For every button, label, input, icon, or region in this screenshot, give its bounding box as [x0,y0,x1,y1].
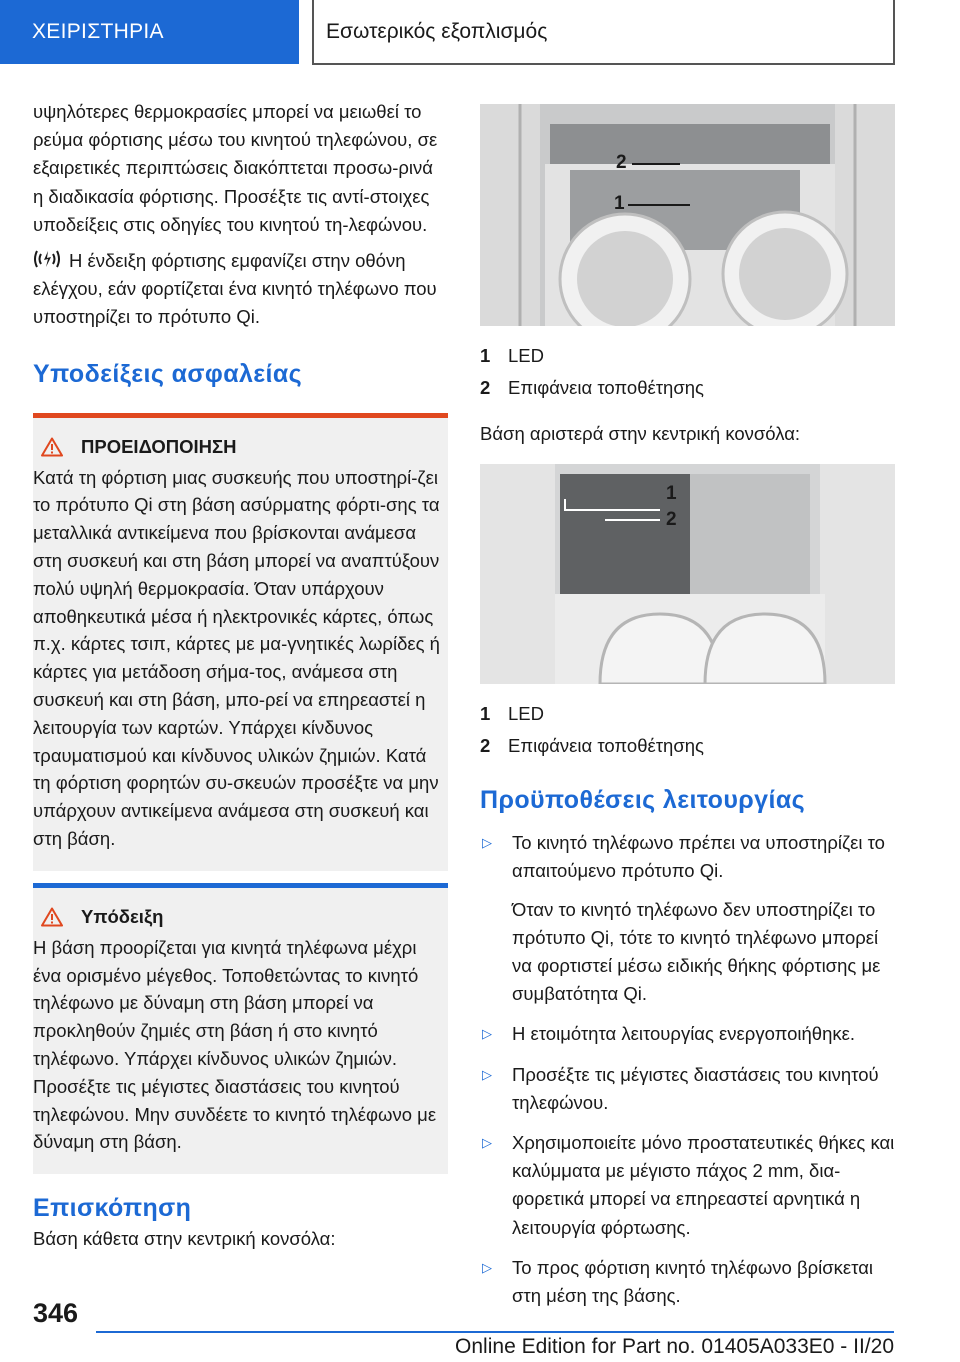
legend-label: LED [508,345,544,366]
chapter-title: Εσωτερικός εξοπλισμός [326,20,548,43]
header-divider [312,0,314,64]
legend-item [480,698,895,730]
list-item [480,1020,895,1048]
list-item [480,1061,895,1117]
qi-text: Η ένδειξη φόρτισης εμφανίζει στην οθόνη ελέγχου, εάν φορτίζεται ένα κινητό τηλέφωνο που υποστηρίζει το πρότυπο Qi. [33,250,437,328]
prereq-list [480,829,895,1310]
legend-1 [480,340,895,404]
legend-label: LED [508,703,544,725]
list-item [480,1254,895,1310]
legend-number: 1 [480,345,491,366]
photo1-label-2: 2 [616,152,627,173]
warning-header [33,436,448,458]
warning-title: ΠΡΟΕΙΔΟΠΟΙΗΣΗ [81,435,237,457]
photo2-label-2: 2 [666,509,677,531]
header-underline [312,63,895,65]
overview-caption: Βάση κάθετα στην κεντρική κονσόλα: [33,1228,336,1250]
qi-paragraph [33,247,448,332]
console-photo-vertical-drawing [480,104,895,326]
note-text: Η βάση προορίζεται για κινητά τηλέφωνα μέχρι ένα ορισμένο μέγεθος. Τοποθετώντας το κινητό τηλέφωνο με δύναμη στη βάση μπορεί να προκληθούν ζημιές στη βάση ή στο κινητό τηλέφωνο. Υπάρχει κίνδυνος υλικών ζημιών. Προσέξτε τις μέγιστες διαστάσεις του κινητού τηλεφώνου. Μην συνδέετε το κινητό τηλέφωνο με δύναμη στη βάση. [33,936,437,1153]
safety-heading: Υποδείξεις ασφαλείας [33,359,303,388]
page-number: 346 [33,1298,79,1328]
legend-number: 2 [480,377,491,398]
list-item-text: Η ετοιμότητα λειτουργίας ενεργοποιήθηκε. [512,1023,855,1045]
note-box [33,883,448,1174]
legend-label: Επιφάνεια τοποθέτησης [508,735,704,757]
legend-item [480,340,895,372]
console-photo-left-drawing [480,464,895,684]
legend-number: 2 [480,735,491,757]
list-item-text: Προσέξτε τις μέγιστες διαστάσεις του κινητού τηλεφώνου. [512,1063,879,1113]
list-item-text: Το κινητό τηλέφωνο πρέπει να υποστηρίζει το απαιτούμενο πρότυπο Qi. [512,832,885,882]
warning-text: Κατά τη φόρτιση μιας συσκευής που υποστηρί-ζει το πρότυπο Qi στη βάση ασύρματης φόρτι-σης τα μεταλλικά αντικείμενα που βρίσκονται ανάμεσα στη συσκευή και στη βάση μπορεί να αναπτύξουν πολύ υψηλή θερμοκρασία. Όταν υπάρχουν αποθηκευτικά μέσα ή ηλεκτρονικές κάρτες, όπως π.χ. κάρτες τσιπ, κάρτες με μα-γνητικές λωρίδες ή κάρτες για μετάδοση σήμα-τος, ανάμεσα στη συσκευή και στη βάση, μπο-ρεί να επηρεαστεί η λειτουργία των καρτών. Υπάρχει κίνδυνος τραυματισμού και κίνδυνος υλικών ζημιών. Κατά τη φόρτιση φορητών συ-σκευών προσέξτε να μην υπάρχουν αντικείμενα ανάμεσα στη συσκευή και στη βάση. [33,466,440,849]
note-header [33,906,448,928]
right-column [480,98,895,1322]
warning-triangle-icon [41,437,63,457]
legend-item [480,372,895,404]
console-photo-left [480,464,895,684]
intro-paragraph: υψηλότερες θερμοκρασίες μπορεί να μειωθεί το ρεύμα φόρτισης μέσω του κινητού τηλεφώνου, σε εξαιρετικές περιπτώσεις διακόπτεται προσω-ρινά η διαδικασία φόρτισης. Προσέξτε τις αντί-στοιχες υποδείξεις στις οδηγίες του κινητού τη-λεφώνου. [33,101,438,235]
list-item-text: Το προς φόρτιση κινητό τηλέφωνο βρίσκεται στη μέση της βάσης. [512,1256,874,1307]
section-tab: ΧΕΙΡΙΣΤΗΡΙΑ [0,0,299,64]
list-item-subtext: Όταν το κινητό τηλέφωνο δεν υποστηρίζει το πρότυπο Qi, τότε το κινητό τηλέφωνο μπορεί να φορτιστεί μέσω ειδικής θήκης φόρτισης με συμβατότητα Qi. [512,898,881,1005]
warning-box [33,413,448,871]
bullet-arrow-icon: ▷ [482,1026,492,1042]
overview-heading: Επισκόπηση [33,1194,192,1223]
legend-number: 1 [480,703,491,725]
header-divider-right [893,0,895,64]
bullet-arrow-icon: ▷ [482,1259,492,1275]
prereq-heading: Προϋποθέσεις λειτουργίας [480,786,805,815]
note-triangle-icon [41,907,63,927]
caption-left-console: Βάση αριστερά στην κεντρική κονσόλα: [480,423,801,444]
legend-2 [480,698,895,762]
footer-divider [96,1331,894,1333]
bullet-arrow-icon: ▷ [482,1066,492,1082]
photo2-label-1: 1 [666,483,677,505]
note-title: Υπόδειξη [81,905,164,927]
legend-label: Επιφάνεια τοποθέτησης [508,377,704,398]
legend-item [480,730,895,762]
bullet-arrow-icon: ▷ [482,835,492,851]
list-item [480,829,895,1008]
list-item [480,1129,895,1242]
console-photo-vertical [480,104,895,326]
photo1-label-1: 1 [614,193,625,214]
edition-text: Online Edition for Part no. 01405A033E0 - II/20 [455,1335,894,1358]
wireless-charging-icon [33,248,61,270]
left-column [33,98,448,1253]
list-item-text: Χρησιμοποιείτε μόνο προστατευτικές θήκες και καλύμματα με μέγιστο πάχος 2 mm, δια-φορετικά μπορεί να επηρεαστεί αρνητικά η λειτουργία φόρτωσης. [512,1132,895,1238]
bullet-arrow-icon: ▷ [482,1135,492,1151]
